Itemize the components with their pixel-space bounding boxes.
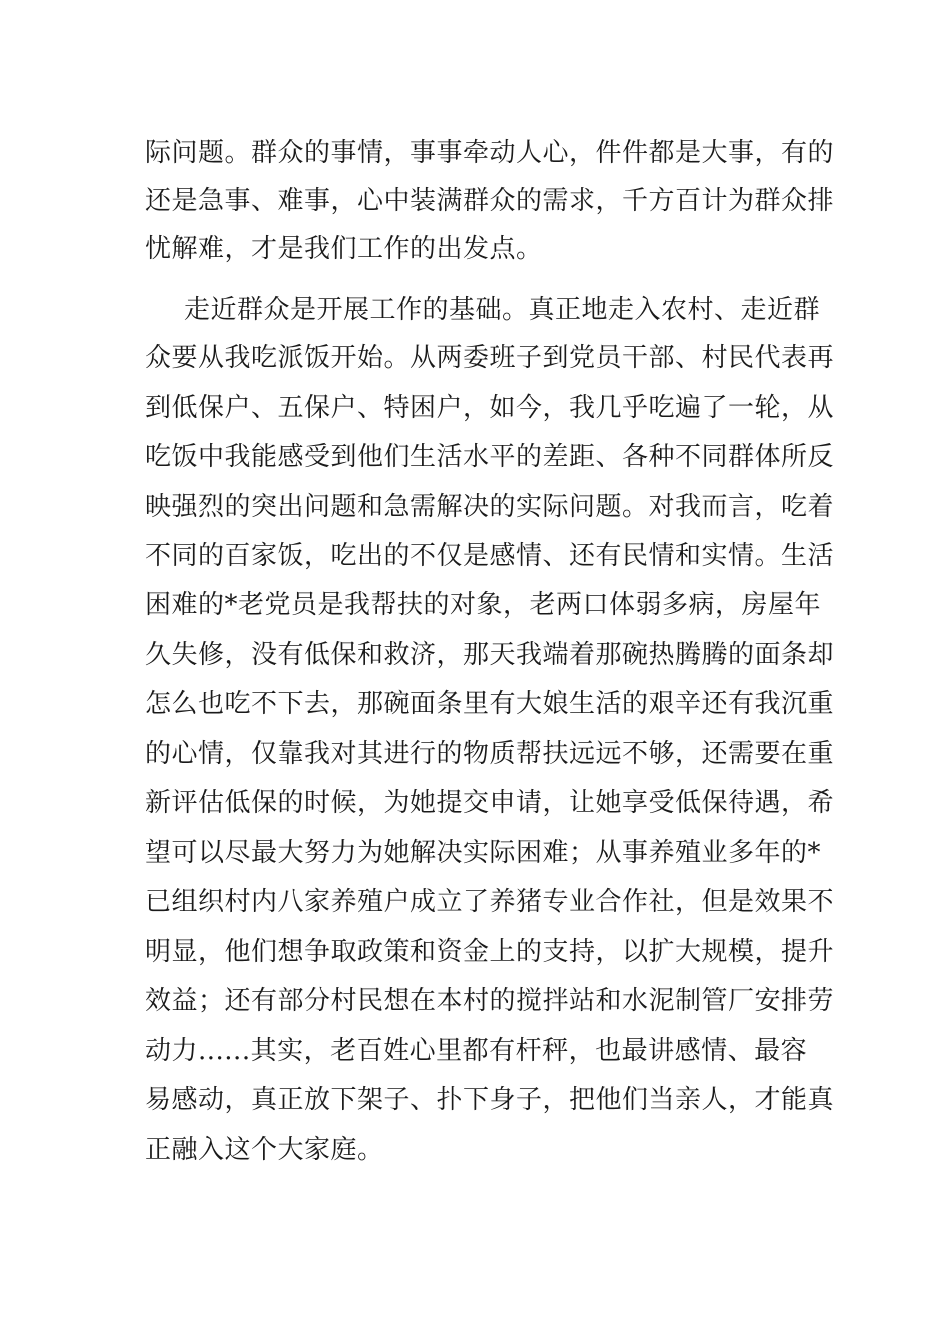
text-line: 际问题。群众的事情，事事牵动人心，件件都是大事，有的 [145,138,835,168]
text-line: 还是急事、难事，心中装满群众的需求，千方百计为群众排 [145,186,835,216]
text-line: 新评估低保的时候，为她提交申请，让她享受低保待遇，希 [145,788,835,818]
text-line: 不同的百家饭，吃出的不仅是感情、还有民情和实情。生活 [145,541,835,571]
text-line: 忧解难，才是我们工作的出发点。 [145,234,543,264]
text-line: 到低保户、五保户、特困户，如今，我几乎吃遍了一轮，从 [145,393,835,423]
text-line: 的心情，仅靠我对其进行的物质帮扶远远不够，还需要在重 [145,739,835,769]
text-line: 效益；还有部分村民想在本村的搅拌站和水泥制管厂安排劳 [145,986,835,1016]
text-line-indented: 走近群众是开展工作的基础。真正地走入农村、走近群 [184,295,821,325]
text-line: 久失修，没有低保和救济，那天我端着那碗热腾腾的面条却 [145,640,835,670]
text-line: 已组织村内八家养殖户成立了养猪专业合作社，但是效果不 [145,887,835,917]
text-line: 易感动，真正放下架子、扑下身子，把他们当亲人，才能真 [145,1085,835,1115]
text-line: 众要从我吃派饭开始。从两委班子到党员干部、村民代表再 [145,343,835,373]
text-line: 望可以尽最大努力为她解决实际困难；从事养殖业多年的* [145,838,822,868]
text-line: 动力......其实，老百姓心里都有杆秤，也最讲感情、最容 [145,1036,808,1066]
text-line: 明显，他们想争取政策和资金上的支持，以扩大规模，提升 [145,937,835,967]
text-line: 怎么也吃不下去，那碗面条里有大娘生活的艰辛还有我沉重 [145,689,835,719]
text-line: 困难的*老党员是我帮扶的对象，老两口体弱多病，房屋年 [145,590,822,620]
text-line: 映强烈的突出问题和急需解决的实际问题。对我而言，吃着 [145,492,835,522]
text-line: 吃饭中我能感受到他们生活水平的差距、各种不同群体所反 [145,442,835,472]
text-line: 正融入这个大家庭。 [145,1135,384,1165]
